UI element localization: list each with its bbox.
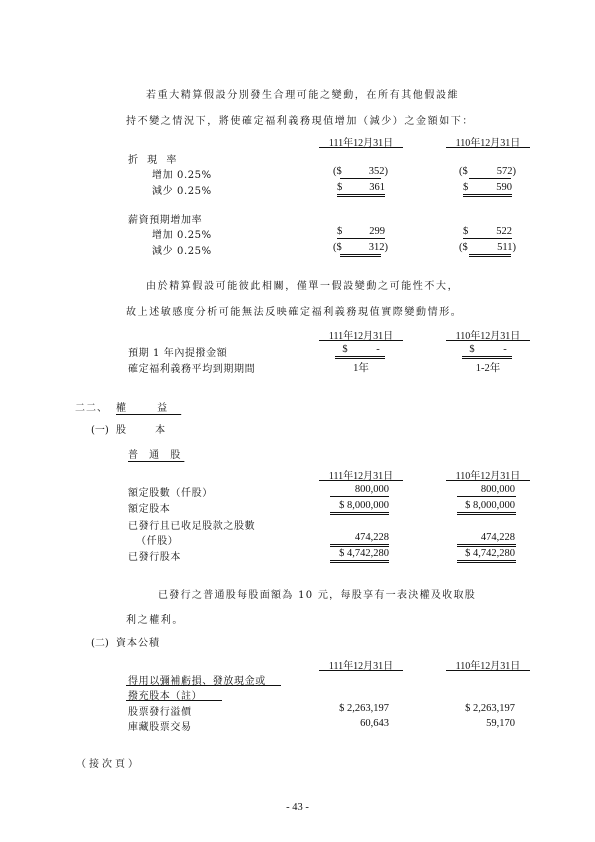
table-cell-value: $ 4,742,280 xyxy=(339,548,389,559)
double-underline xyxy=(457,562,516,563)
para3-line2: 利之權利。 xyxy=(126,615,184,626)
section-title: 權 益 xyxy=(116,403,182,414)
table2-col2-rule xyxy=(446,340,530,341)
subsection-number: (二) xyxy=(91,638,109,649)
table-cell-prefix: $ xyxy=(337,182,343,193)
section-number: 二二、 xyxy=(75,403,108,414)
double-underline xyxy=(463,194,512,195)
para2-line1: 由於精算假設可能彼此相關，僅單一假設變動之可能性不大， xyxy=(146,281,460,292)
table-cell-value: $ 2,263,197 xyxy=(465,703,515,714)
table-cell-value: $ 4,742,280 xyxy=(465,548,515,559)
subsection-title: 資本公積 xyxy=(116,638,160,649)
table-cell-value: 299 xyxy=(369,226,385,237)
table-cell-value: 511) xyxy=(497,242,516,253)
group-label-line1: 得用以彌補虧損、發放現金或 xyxy=(128,676,266,687)
double-underline xyxy=(330,512,389,513)
table4-col1-header: 111年12月31日 xyxy=(328,661,394,672)
double-underline xyxy=(330,514,389,515)
underline xyxy=(463,238,512,239)
table-cell-value: 572) xyxy=(496,166,516,177)
table-cell-value: 1年 xyxy=(353,363,369,374)
subsection-number: (一) xyxy=(91,425,109,436)
table-cell-value: 474,228 xyxy=(480,532,515,543)
table-row-label: 減少 0.25% xyxy=(152,246,212,257)
double-underline xyxy=(330,560,389,561)
table-cell-prefix: $ xyxy=(463,226,469,237)
double-underline xyxy=(340,256,381,257)
table-cell-prefix: $ xyxy=(337,226,343,237)
double-underline xyxy=(463,196,512,197)
table-cell-value: $ 2,263,197 xyxy=(339,703,389,714)
table1-col1-rule xyxy=(319,147,403,148)
table1-col2-header: 110年12月31日 xyxy=(455,138,521,149)
table-cell-value: 590 xyxy=(496,182,512,193)
table-cell-prefix: $ xyxy=(463,182,469,193)
table-cell-prefix: ($ xyxy=(333,166,342,177)
double-underline xyxy=(330,562,389,563)
table-row-label: 股票發行溢價 xyxy=(128,707,192,718)
table-cell-value: $ - xyxy=(342,344,380,355)
double-underline xyxy=(457,546,516,547)
table-cell-value: 60,643 xyxy=(360,718,389,729)
table4-col1-rule xyxy=(319,670,403,671)
table2-col2-header: 110年12月31日 xyxy=(455,331,521,342)
table-row-label: 庫藏股票交易 xyxy=(128,722,192,733)
table-row-label: 預期 1 年內提撥金額 xyxy=(128,348,228,359)
table3-col2-rule xyxy=(446,480,530,481)
table-cell-value: $ 8,000,000 xyxy=(465,500,515,511)
subsection-subtitle: 普 通 股 xyxy=(128,450,185,461)
double-underline xyxy=(469,254,511,255)
double-underline xyxy=(337,194,385,195)
salary-increase-label: 薪資預期增加率 xyxy=(128,215,203,226)
table-cell-prefix: ($ xyxy=(459,242,468,253)
continued-note: （接次頁） xyxy=(76,759,141,770)
group-label-rule xyxy=(126,700,222,701)
double-underline xyxy=(462,356,512,357)
double-underline xyxy=(335,356,385,357)
table-cell-value: 1-2年 xyxy=(475,363,501,374)
table-cell-value: 59,170 xyxy=(486,718,515,729)
underline xyxy=(330,496,389,497)
double-underline xyxy=(457,560,516,561)
table-cell-value: 800,000 xyxy=(354,484,389,495)
double-underline xyxy=(457,544,516,545)
table-row-label: 額定股數（仟股） xyxy=(128,488,213,499)
table4-col2-header: 110年12月31日 xyxy=(455,661,521,672)
table-cell-value: 361 xyxy=(369,182,385,193)
double-underline xyxy=(330,546,389,547)
group-label-rule xyxy=(126,685,281,686)
table-cell-value: 352) xyxy=(368,166,388,177)
double-underline xyxy=(337,196,385,197)
table-row-label: 增加 0.25% xyxy=(152,170,212,181)
group-label-line2: 撥充股本（註） xyxy=(128,691,203,702)
table-row-label: 已發行股本 xyxy=(128,552,181,563)
table3-col2-header: 110年12月31日 xyxy=(455,471,521,482)
para3-line1: 已發行之普通股每股面額為 10 元，每股享有一表決權及收取股 xyxy=(158,590,477,601)
table-cell-value: 312) xyxy=(368,242,388,253)
underline xyxy=(337,238,385,239)
underline xyxy=(457,496,516,497)
table-cell-prefix: ($ xyxy=(459,166,468,177)
table-cell-value: 474,228 xyxy=(354,532,389,543)
table4-col2-rule xyxy=(446,670,530,671)
double-underline xyxy=(335,358,385,359)
double-underline xyxy=(457,514,516,515)
table-cell-value: $ - xyxy=(469,344,507,355)
double-underline xyxy=(469,256,511,257)
table-cell-value: 522 xyxy=(496,226,512,237)
para2-line2: 故上述敏感度分析可能無法反映確定福利義務現值實際變動情形。 xyxy=(126,307,463,318)
table-cell-value: 800,000 xyxy=(480,484,515,495)
table-row-label: 已發行且已收足股款之股數 xyxy=(128,521,256,532)
double-underline xyxy=(457,512,516,513)
table1-col2-rule xyxy=(446,147,530,148)
table-row-label: 額定股本 xyxy=(128,504,171,515)
table1-col1-header: 111年12月31日 xyxy=(328,138,394,149)
subsection-title: 股 本 xyxy=(116,425,174,436)
table-row-label: 增加 0.25% xyxy=(152,230,212,241)
double-underline xyxy=(330,544,389,545)
double-underline xyxy=(340,254,381,255)
table-cell-value: $ 8,000,000 xyxy=(339,500,389,511)
table-row-label: （仟股） xyxy=(136,536,179,547)
table-row-label: 確定福利義務平均到期期間 xyxy=(128,364,256,375)
underline xyxy=(340,178,381,179)
discount-rate-label: 折 現 率 xyxy=(128,155,180,166)
page-number: - 43 - xyxy=(286,802,309,813)
table-row-label: 減少 0.25% xyxy=(152,186,212,197)
table2-col1-header: 111年12月31日 xyxy=(328,331,394,342)
double-underline xyxy=(462,358,512,359)
table2-col1-rule xyxy=(319,340,403,341)
table3-col1-header: 111年12月31日 xyxy=(328,471,394,482)
table3-col1-rule xyxy=(319,480,403,481)
table-cell-prefix: ($ xyxy=(333,242,342,253)
para1-line2: 持不變之情況下，將使確定福利義務現值增加（減少）之金額如下： xyxy=(126,116,474,127)
underline xyxy=(469,178,511,179)
para1-line1: 若重大精算假設分別發生合理可能之變動，在所有其他假設維 xyxy=(146,90,460,101)
